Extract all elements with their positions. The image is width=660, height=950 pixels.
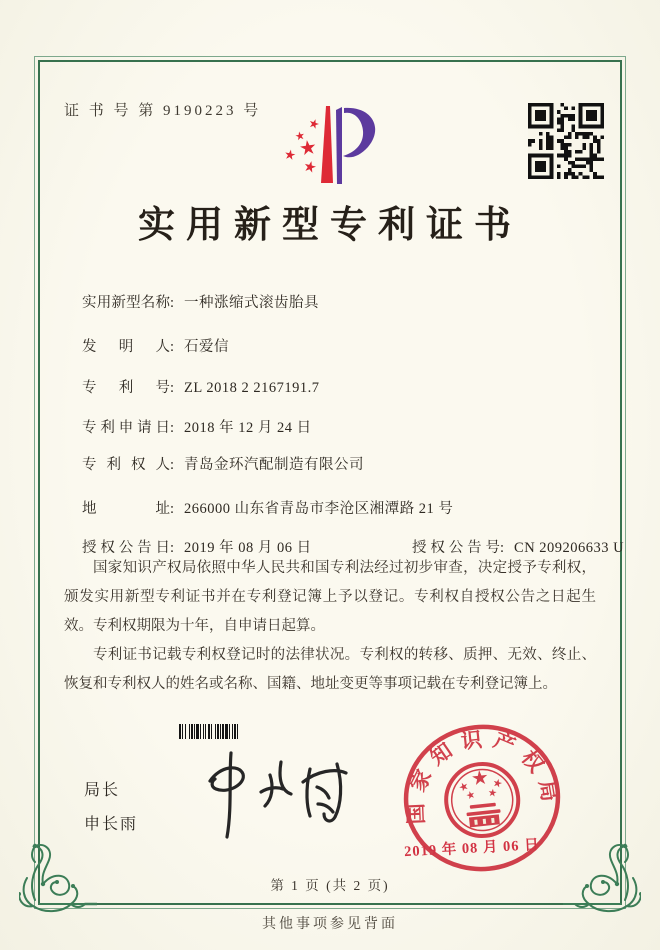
field-value: 2018 年 12 月 24 日	[184, 420, 312, 436]
qr-code	[528, 103, 604, 179]
cnipa-logo-icon	[272, 98, 384, 194]
signature-handwriting	[186, 747, 361, 842]
field-row-patentee	[82, 453, 364, 474]
field-value: 青岛金环汽配制造有限公司	[184, 457, 365, 473]
field-row-patent-number	[82, 376, 319, 397]
field-row-address	[82, 497, 453, 518]
field-label: 实用新型名称	[82, 295, 170, 311]
field-row-name	[82, 291, 319, 312]
field-colon: :	[170, 540, 175, 556]
signer-block	[84, 777, 138, 834]
certificate-number: 证 书 号 第 9190223 号	[64, 103, 262, 119]
field-label: 发明人	[82, 339, 170, 355]
field-label: 专利号	[82, 380, 170, 396]
field-value: CN 209206633 U	[514, 540, 625, 556]
field-colon: :	[170, 457, 175, 473]
seal-date: 2019 年 08 月 06 日	[403, 837, 541, 861]
field-label: 地址	[82, 501, 170, 517]
field-colon: :	[170, 420, 175, 436]
field-value: ZL 2018 2 2167191.7	[184, 380, 320, 396]
field-value: 石爱信	[184, 339, 230, 355]
seal-org-text: 国家知识产权局	[403, 726, 564, 825]
field-colon: :	[170, 339, 175, 355]
field-row-filing-date	[82, 416, 312, 437]
signer-role: 局长	[84, 782, 121, 799]
field-colon: :	[500, 540, 505, 556]
field-label: 专利申请日	[82, 420, 170, 436]
field-value: 266000 山东省青岛市李沧区湘潭路 21 号	[184, 501, 454, 517]
field-value: 一种涨缩式滚齿胎具	[184, 295, 320, 311]
page-number: 第 1 页 (共 2 页)	[270, 878, 390, 893]
legal-paragraph-2: 专利证书记载专利权登记时的法律状况。专利权的转移、质押、无效、终止、恢复和专利权人的姓名或名称、国籍、地址变更等事项记载在专利登记簿上。	[64, 647, 596, 692]
field-label: 专利权人	[82, 457, 170, 473]
certificate-title: 实用新型专利证书	[138, 205, 522, 246]
field-value: 2019 年 08 月 06 日	[184, 540, 312, 556]
back-side-note: 其他事项参见背面	[262, 917, 398, 932]
field-colon: :	[170, 501, 175, 517]
legal-paragraph-1: 国家知识产权局依照中华人民共和国专利法经过初步审查，决定授予专利权，颁发实用新型专利证书并在专利登记簿上予以登记。专利权自授权公告之日起生效。专利权期限为十年，自申请日起算。	[64, 560, 596, 634]
legal-text	[64, 554, 596, 699]
field-label: 授权公告号	[412, 540, 500, 556]
field-row-inventor	[82, 335, 229, 356]
field-label: 授权公告日	[82, 540, 170, 556]
field-colon: :	[170, 295, 175, 311]
signer-name: 申长雨	[84, 816, 139, 833]
field-colon: :	[170, 380, 175, 396]
barcode	[179, 724, 254, 739]
